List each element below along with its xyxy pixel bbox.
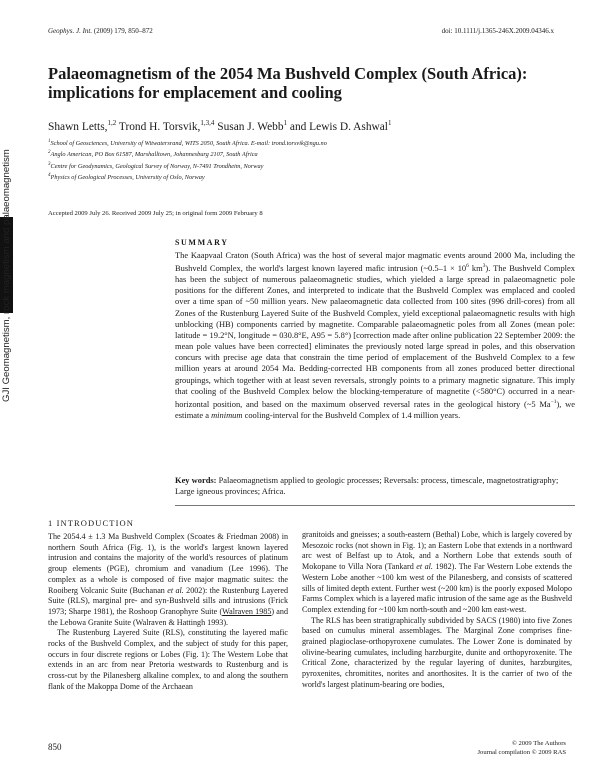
introduction-column-2	[302, 530, 572, 691]
author-affil-marker: 1	[283, 119, 288, 127]
author-name: Shawn Letts,	[48, 120, 108, 133]
journal-name: Geophys. J. Int.	[48, 27, 93, 35]
summary-heading: SUMMARY	[175, 238, 229, 247]
article-title: Palaeomagnetism of the 2054 Ma Bushveld Complex (South Africa): implications for emplacement and cooling	[48, 64, 528, 102]
page-number: 850	[48, 742, 62, 752]
keywords-label: Key words:	[175, 475, 217, 485]
author-name: Susan J. Webb	[217, 120, 284, 133]
intro-paragraph-2: The Rustenburg Layered Suite (RLS), constituting the layered mafic rocks of the Bushveld Complex, and the subject of study for this paper, occurs in four discrete regions or Lobes (Fig. 1): The Western Lobe that extends in an arc from near Pretoria westwards to Rustenburg and is cross-cut by the Pilanesberg alkaline complex, to and along the southern flank of the Makoppa Dome of the Archaean	[48, 628, 288, 691]
author-affil-marker: 1,3,4	[200, 119, 215, 127]
author-name: Trond H. Torsvik,	[118, 120, 201, 133]
journal-year-volume: (2009) 179, 850–872	[93, 27, 153, 35]
copyright-notice: © 2009 The Authors Journal compilation © 2009 RAS	[477, 740, 566, 756]
keywords	[175, 475, 575, 497]
keywords-text: Palaeomagnetism applied to geologic processes; Reversals: process, timescale, magnetostratigraphy; Large igneous provinces; Africa.	[175, 475, 559, 496]
affiliation-item: $^2$Anglo American, PO Box 61587, Marshalltown, Johannesburg 2107, South Africa	[48, 150, 258, 159]
author-affil-marker: 1,2	[107, 119, 117, 127]
running-header-doi[interactable]: doi: 10.1111/j.1365-246X.2009.04346.x	[441, 27, 554, 35]
affiliation-item: $^4$Physics of Geological Processes, University of Oslo, Norway	[48, 173, 205, 182]
running-header-journal	[48, 27, 153, 35]
reference-link[interactable]: Walraven 1985	[222, 606, 272, 616]
intro-paragraph-3: granitoids and gneisses; a south-eastern (Bethal) Lobe, which is largely covered by Mesozoic rocks (not shown in Fig. 1); an Eastern Lobe that extends in a northward arc west of Belfast up to Atok, and a Northern Lobe that extends south of Mokopane to Villa Nora (Tankard et al. 1982). The Far Western Lobe extends the Western Lobe another ~100 km west of the Pilanesberg, and consists of scattered sills of limited depth extent. Further west (~200 km) is the poorly exposed Molopo Farms Complex which is a layered mafic intrusion of the same age as the Bushveld Complex extending for ~100 km north-south and ~200 km east-west.	[302, 530, 573, 614]
section-divider	[175, 505, 575, 506]
author-name: and Lewis D. Ashwal	[289, 120, 388, 133]
author-list	[48, 119, 391, 133]
introduction-column-1	[48, 518, 288, 693]
author-affil-marker: 1	[387, 119, 392, 127]
introduction-heading: 1 INTRODUCTION	[48, 518, 134, 528]
sidebar-section-label: GJI Geomagnetism, rock magnetism and palaeomagnetism	[1, 149, 12, 402]
intro-paragraph-1: The 2054.4 ± 1.3 Ma Bushveld Complex (Scoates & Friedman 2008) in northern South Africa (Fig. 1), is the world's largest known layered intrusion and contains the majority of the world's resources of platinum group elements (PGE), chromium and vanadium (Lee 1996). The complex as a whole is composed of five major magmatic suites: the Rooiberg Volcanic Suite (Buchanan et al. 2002): the Rustenburg Layered Suite (RLS), marginal pre- and syn-Bushveld sills and intrusions (Frick 1973; Sharpe 1981), the Roshoop Granophyre Suite (Walraven 1985) and the Lebowa Granite Suite (Walraven & Hattingh 1993).	[48, 532, 289, 627]
intro-paragraph-4: The RLS has been stratigraphically subdivided by SACS (1980) into five Zones based on cumulus mineral assemblages. The Marginal Zone comprises fine-grained plagioclase-orthopyroxene cumulates. The Lower Zone is dominated by olivine-bearing cumulates, including harzburgite, dunite and orthopyroxenite. The Critical Zone, characterized by the regular layering of dunites, harzburgites, pyroxenites, chromitites, norites and anorthosites. It is the carrier of two of the world's largest platinum-bearing ore bodies,	[302, 615, 572, 689]
affiliation-item: $^1$School of Geosciences, University of Witwatersrand, WITS 2050, South Africa. E-mail: trond.torsvik@ngu.no	[48, 139, 327, 148]
summary-section	[175, 238, 575, 421]
affiliation-list	[48, 137, 327, 183]
article-dates: Accepted 2009 July 26. Received 2009 July 25; in original form 2009 February 8	[48, 210, 263, 217]
affiliation-item: $^3$Centre for Geodynamics, Geological Survey of Norway, N-7491 Trondheim, Norway	[48, 161, 264, 170]
summary-text: The Kaapvaal Craton (South Africa) was the host of several major magmatic events around 2000 Ma, including the Bushveld Complex, the world's largest known layered mafic intrusion (~0.5–1 × $10^6$ $km^3$). The Bushveld Complex has been the subject of numerous palaeomagnetic studies, which yielded a large spread in palaeomagnetic pole positions for the different Zones, and interpreted to indicate that the Bushveld Complex was emplaced and cooled over a time span of ~50 million years. New palaeomagnetic data collected from 100 sites (996 drill-cores) from all Zones of the Rustenburg Layered Suite of the Bushveld Complex, yield exceptional palaeomagnetic results with high unblocking (HB) components carried by magnetite. Comparable palaeomagnetic poles from all Zones (mean pole: latitude = 19.2°N, longitude = 030.8°E, A95 = 5.8°) [correction made after online publication 22 September 2009: the mean pole values have been corrected] eliminates the previously noted large spread in poles, and this observation concurs with precise age data that constrain the time period of emplacement of the Bushveld Complex to a few million years at around 2054 Ma. Bedding-corrected HB components from all zones produced better directional groupings, which together with at least seven reversals, strongly points to a primary magnetic signature. This imply that cooling of the Bushveld Complex below the blocking-temperature of magnetite (<580°C) occurred in a near-horizontal position, and based on the maximum observed reversal rates in the geological history (~5 $Ma^{-1}$), we estimate a minimum cooling-interval for the Bushveld Complex of 1.4 million years.	[175, 250, 575, 420]
